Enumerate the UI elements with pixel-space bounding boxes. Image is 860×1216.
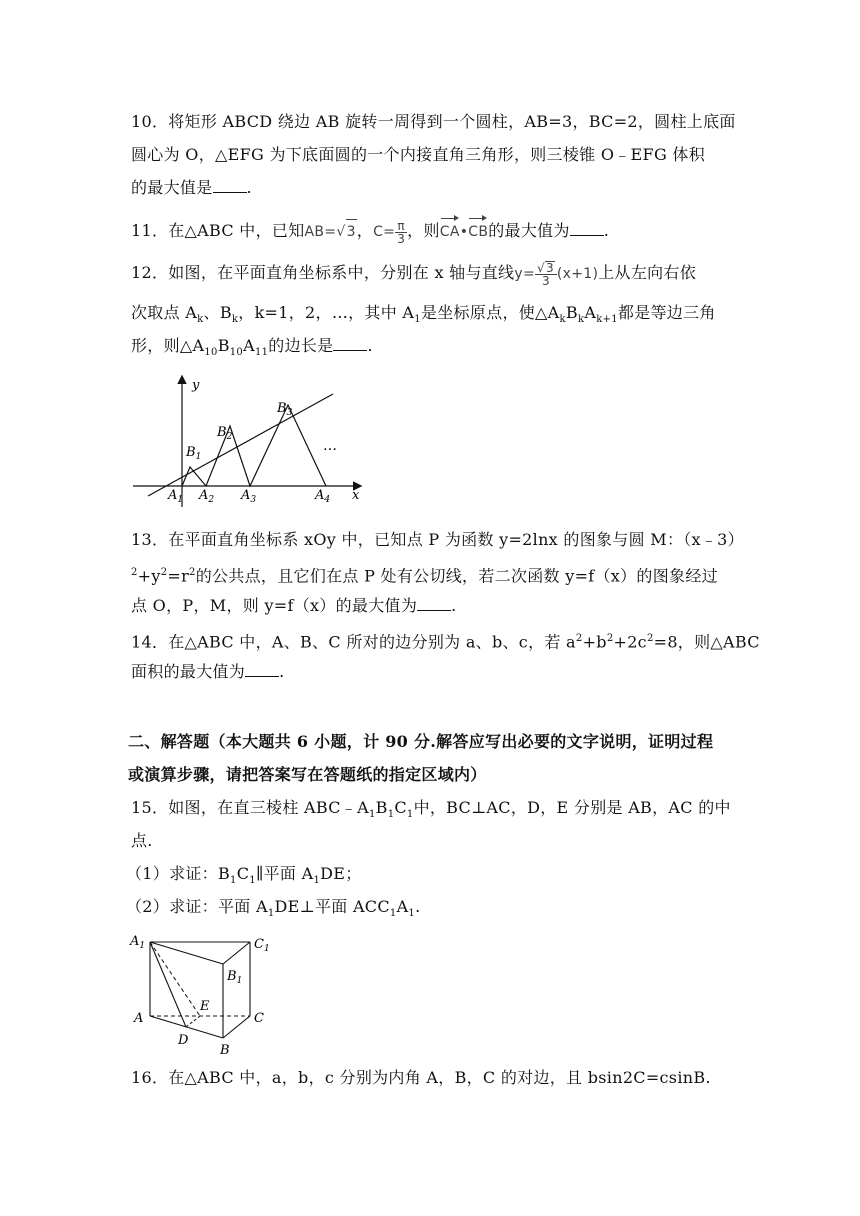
edge-a1d [150, 942, 186, 1027]
q12-root: 3 [545, 261, 554, 275]
label-a1: $A_1$ [130, 934, 146, 951]
q10-line2: 圆心为 O，△EFG 为下底面圆的一个内接直角三角形，则三棱锥 O﹣EFG 体积 [131, 145, 706, 164]
s: k [231, 314, 239, 326]
t: . [415, 897, 421, 916]
label-b1: $B_1$ [186, 445, 202, 462]
q15-part2 [126, 895, 726, 926]
t: A [584, 303, 597, 322]
edge-bc [223, 1016, 250, 1038]
answer-blank [245, 662, 279, 677]
s: 10 [204, 347, 218, 359]
q10-end: . [246, 178, 252, 197]
q11-fraction [395, 220, 407, 245]
s: 2 [189, 567, 196, 578]
q16-line1: 16．在△ABC 中，a，b，c 分别为内角 A，B，C 的对边，且 bsin2C=csinB. [131, 1068, 711, 1087]
t: 的公共点，且它们在点 P 处有公切线，若二次函数 y=f（x）的图象经过 [195, 566, 718, 586]
s: 1 [313, 875, 321, 887]
s: k+1 [596, 314, 618, 326]
label-b3: $B_3$ [277, 401, 293, 418]
answer-blank [570, 221, 604, 236]
s: 2 [646, 633, 654, 644]
q12-fraction [535, 261, 557, 287]
s: 1 [368, 809, 376, 821]
answer-blank [213, 178, 247, 193]
s: 1 [408, 908, 416, 920]
label-e: E [200, 999, 210, 1014]
t: 次取点 A [131, 303, 198, 322]
q12-line-eq [514, 261, 599, 288]
q15-line1 [131, 796, 731, 827]
q13-line2 [131, 561, 731, 588]
t: . [279, 662, 285, 681]
q12-x1: (x+1) [556, 266, 599, 282]
vector-cb: CB [468, 216, 488, 244]
figure-equilateral-triangles [128, 372, 368, 512]
label-c1: $C_1$ [254, 937, 270, 954]
edge-a1b1 [150, 942, 223, 964]
label-d: D [178, 1033, 189, 1048]
q15-line2: 点. [131, 831, 153, 850]
q11-comma: ， [356, 221, 374, 240]
q11-line [131, 216, 731, 245]
q10-line1: 10．将矩形 ABCD 绕边 AB 旋转一周得到一个圆柱，AB=3，BC=2，圆柱上底面 [131, 112, 736, 131]
q12-line3 [131, 334, 731, 365]
t: 点 O，P，M，则 y=f（x）的最大值为 [131, 596, 418, 615]
label-b2: $B_2$ [217, 425, 233, 442]
q11-ze: ，则 [407, 221, 440, 240]
s: k [559, 314, 566, 326]
label-dots: … [323, 438, 337, 454]
t: . [451, 596, 457, 615]
s: 1 [406, 809, 414, 821]
t: B [375, 798, 388, 817]
label-b1: $B_1$ [227, 969, 243, 986]
t: . [367, 336, 373, 355]
q12-line1 [131, 261, 731, 287]
q11-end: . [603, 221, 610, 240]
q11-ab-formula: AB=√3 [305, 224, 357, 240]
t: 的边长是 [268, 336, 334, 355]
t: DE； [320, 864, 362, 883]
answer-blank [417, 596, 451, 611]
label-b: B [220, 1043, 230, 1058]
t: 、B [203, 303, 232, 322]
t: B [565, 303, 578, 322]
vector-ca: CA [440, 216, 460, 244]
label-a3: $A_3$ [241, 488, 257, 505]
t: B [217, 336, 230, 355]
s: 2 [606, 633, 614, 644]
t: C [236, 864, 250, 883]
label-x: x [352, 488, 360, 503]
q11-three: 3 [397, 231, 406, 246]
edge-b1c1 [223, 942, 250, 964]
section2-heading-line1: 二、解答题（本大题共 6 小题，计 90 分.解答应写出必要的文字说明，证明过程 [128, 732, 714, 751]
t: （1）求证：B [126, 864, 231, 883]
t: 中，BC⊥AC，D，E 分别是 AB，AC 的中 [413, 798, 731, 817]
edge-de [186, 1016, 200, 1027]
edge-a1e [150, 942, 200, 1016]
s: 2 [131, 567, 138, 578]
t: A [243, 336, 255, 355]
q11-c: C= [373, 224, 396, 240]
t: =r [167, 566, 190, 586]
q11-text: 11．在△ABC 中，已知 [131, 221, 305, 240]
s: 1 [230, 875, 237, 887]
label-a: A [134, 1011, 144, 1026]
section2-heading-line2: 或演算步骤，请把答案写在答题纸的指定区域内） [128, 765, 487, 784]
t: C [394, 798, 407, 817]
q11-post: 的最大值为 [488, 221, 570, 240]
q14-line1 [131, 627, 760, 654]
label-a4: $A_4$ [315, 488, 331, 505]
label-c: C [254, 1011, 264, 1026]
s: 1 [389, 908, 397, 920]
t: 都是等边三角 [617, 303, 716, 322]
q12-text: 12．如图，在平面直角坐标系中，分别在 x 轴与直线 [131, 263, 515, 282]
s: k [577, 314, 585, 326]
answer-blank [333, 336, 367, 351]
label-a1: $A_1$ [168, 488, 184, 505]
q15-part1 [126, 862, 726, 893]
label-y: y [192, 378, 200, 393]
t: 面积的最大值为 [131, 662, 246, 681]
q13-line1: 13．在平面直角坐标系 xOy 中，已知点 P 为函数 y=2lnx 的图象与圆 M：（x﹣3） [131, 530, 744, 549]
q11-vector-product [440, 224, 489, 240]
q10-line3 [131, 176, 731, 200]
s: 11 [254, 347, 269, 359]
s: 1 [387, 809, 395, 821]
q10-text: 的最大值是 [131, 178, 213, 197]
t: ，k=1，2，…，其中 A [238, 303, 415, 322]
q12-line2 [131, 301, 731, 332]
q12-y: y= [514, 266, 535, 282]
t: =8，则△ABC [653, 632, 760, 652]
s: 2 [160, 567, 168, 578]
t: A [396, 897, 409, 916]
s: 2 [575, 633, 583, 644]
q11-ab: AB= [304, 224, 337, 240]
t: ∥平面 A [255, 864, 314, 883]
q12-den: 3 [541, 274, 550, 288]
t: （2）求证：平面 A [126, 897, 268, 916]
dot-op: • [459, 224, 469, 240]
s: k [197, 314, 204, 326]
q11-c-formula [373, 218, 407, 246]
s: 10 [229, 347, 244, 359]
q11-pi: π [395, 220, 407, 233]
q13-line3 [131, 594, 731, 618]
t: 形，则△A [131, 336, 205, 355]
q12-num: √3 [535, 261, 557, 275]
triangle-chain [182, 405, 326, 486]
t: +b [582, 632, 607, 652]
figure-prism [128, 930, 278, 1060]
t: 14．在△ABC 中，A、B、C 所对的边分别为 a、b、c，若 a [131, 632, 576, 652]
t: 15．如图，在直三棱柱 ABC﹣A [131, 798, 369, 817]
s: 1 [414, 314, 421, 326]
q11-root: 3 [346, 219, 357, 244]
s: 1 [267, 908, 275, 920]
q12-text2: 上从左向右依 [598, 263, 697, 282]
slant-line [148, 394, 333, 496]
t: DE⊥平面 ACC [274, 897, 390, 916]
t: +y [137, 566, 161, 586]
s: 1 [249, 875, 256, 887]
label-a2: $A_2$ [199, 488, 215, 505]
t: +2c [613, 632, 647, 652]
t: 是坐标原点，使△A [420, 303, 560, 322]
q14-line2 [131, 660, 731, 684]
